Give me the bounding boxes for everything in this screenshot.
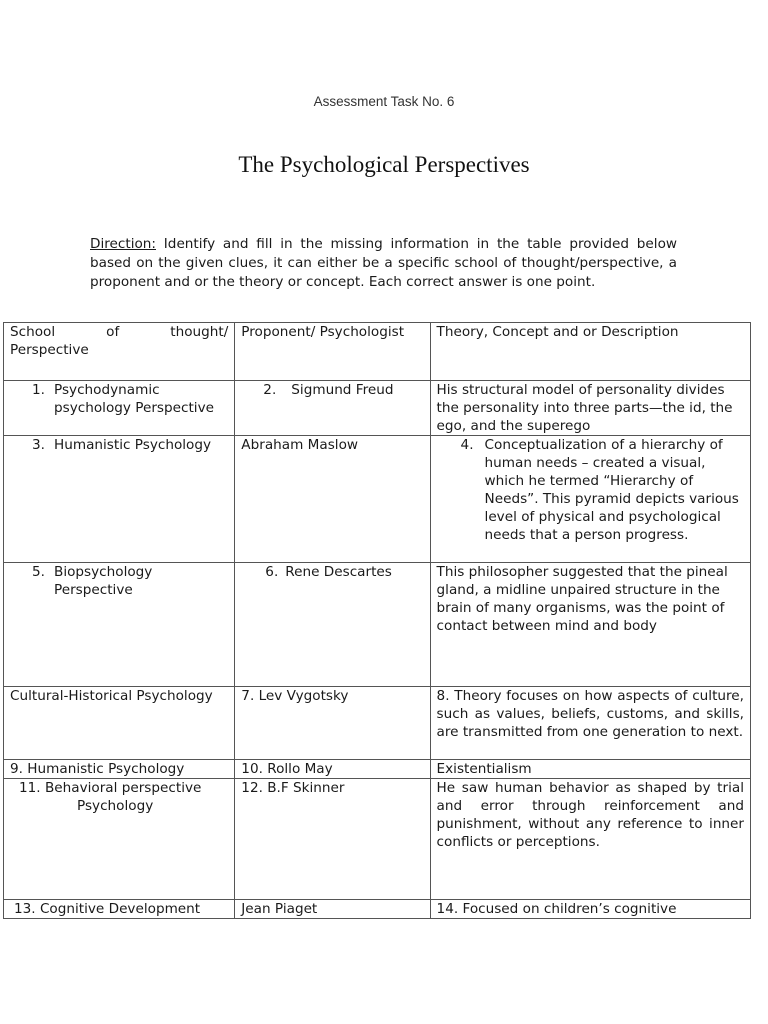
proponent-number: 6. [265, 564, 279, 580]
school-cell [4, 436, 235, 563]
school-line1: 11. Behavioral perspective [19, 780, 202, 796]
direction-paragraph [90, 235, 677, 292]
school-cell [4, 563, 235, 687]
table-row [4, 436, 751, 563]
proponent-cell [235, 563, 430, 687]
table-row [4, 687, 751, 760]
theory-text: Existentialism [436, 761, 532, 777]
theory-text: Conceptualization of a hierarchy of human needs – created a visual, which he termed “Hierarchy of Needs”. This pyramid depicts various level of physical and psychological needs that a person progress. [484, 437, 739, 543]
school-item [10, 563, 228, 599]
school-number: 1. [32, 382, 45, 398]
theory-cell [430, 900, 750, 919]
proponent-item [241, 563, 423, 581]
school-name: Psychodynamic psychology Perspective [54, 382, 214, 416]
theory-cell [430, 760, 750, 779]
perspectives-table [3, 322, 751, 919]
theory-cell [430, 687, 750, 760]
school-name: 13. Cognitive Development [14, 901, 201, 917]
school-cell [4, 900, 235, 919]
table-row [4, 760, 751, 779]
theory-text: 8. Theory focuses on how aspects of culture, such as values, beliefs, customs, and skills, are transmitted from one generation to next. [436, 688, 744, 740]
proponent-name: 12. B.F Skinner [241, 780, 345, 796]
proponent-cell [235, 436, 430, 563]
school-line2: Psychology [77, 798, 154, 814]
school-name: Humanistic Psychology [54, 437, 212, 453]
theory-number: 4. [460, 437, 474, 453]
proponent-cell [235, 381, 430, 436]
school-name: Biopsychology Perspective [54, 564, 153, 598]
theory-cell [430, 436, 750, 563]
school-name: 9. Humanistic Psychology [10, 761, 185, 777]
school-item [10, 381, 228, 417]
school-number: 3. [32, 437, 45, 453]
table-row [4, 563, 751, 687]
direction-lead: Direction: [90, 236, 156, 252]
header-proponent: Proponent/ Psychologist [235, 323, 430, 381]
theory-item [437, 436, 744, 544]
header-theory: Theory, Concept and or Description [430, 323, 750, 381]
proponent-name: Abraham Maslow [241, 437, 359, 453]
header-school [4, 323, 235, 381]
proponent-cell [235, 760, 430, 779]
header-school-line1: School of thought/ [10, 324, 229, 340]
proponent-cell [235, 687, 430, 760]
page-title: The Psychological Perspectives [238, 152, 530, 177]
header-school-line2: Perspective [10, 342, 89, 358]
theory-text: 14. Focused on children’s cognitive [436, 901, 677, 917]
school-cell [4, 760, 235, 779]
header-row [4, 323, 751, 381]
table-row [4, 900, 751, 919]
school-cell [4, 687, 235, 760]
table-row [4, 779, 751, 900]
theory-text: His structural model of personality divides the personality into three parts—the id, the ego, and the superego [436, 382, 733, 434]
assessment-label: Assessment Task No. 6 [313, 94, 455, 109]
table-row [4, 381, 751, 436]
school-name: Cultural-Historical Psychology [10, 688, 213, 704]
proponent-name: Sigmund Freud [291, 382, 394, 398]
proponent-number: 2. [263, 382, 277, 398]
school-cell [4, 381, 235, 436]
theory-cell [430, 779, 750, 900]
proponent-item [241, 381, 423, 399]
proponent-name: Rene Descartes [285, 564, 392, 580]
theory-text: This philosopher suggested that the pineal gland, a midline unpaired structure in the brain of many organisms, was the point of contact between mind and body [436, 564, 728, 634]
school-number: 5. [32, 564, 45, 580]
theory-text: He saw human behavior as shaped by trial and error through reinforcement and punishment, without any reference to inner conflicts or perceptions. [436, 780, 744, 850]
proponent-name: 7. Lev Vygotsky [241, 688, 349, 704]
proponent-cell [235, 900, 430, 919]
theory-cell [430, 381, 750, 436]
proponent-cell [235, 779, 430, 900]
theory-cell [430, 563, 750, 687]
proponent-name: 10. Rollo May [241, 761, 333, 777]
school-item [10, 436, 228, 454]
proponent-name: Jean Piaget [241, 901, 318, 917]
direction-text: Identify and fill in the missing information in the table provided below based on the given clues, it can either be a specific school of thought/perspective, a proponent and or the theory or concept. Each correct answer is one point. [90, 236, 677, 290]
school-cell [4, 779, 235, 900]
